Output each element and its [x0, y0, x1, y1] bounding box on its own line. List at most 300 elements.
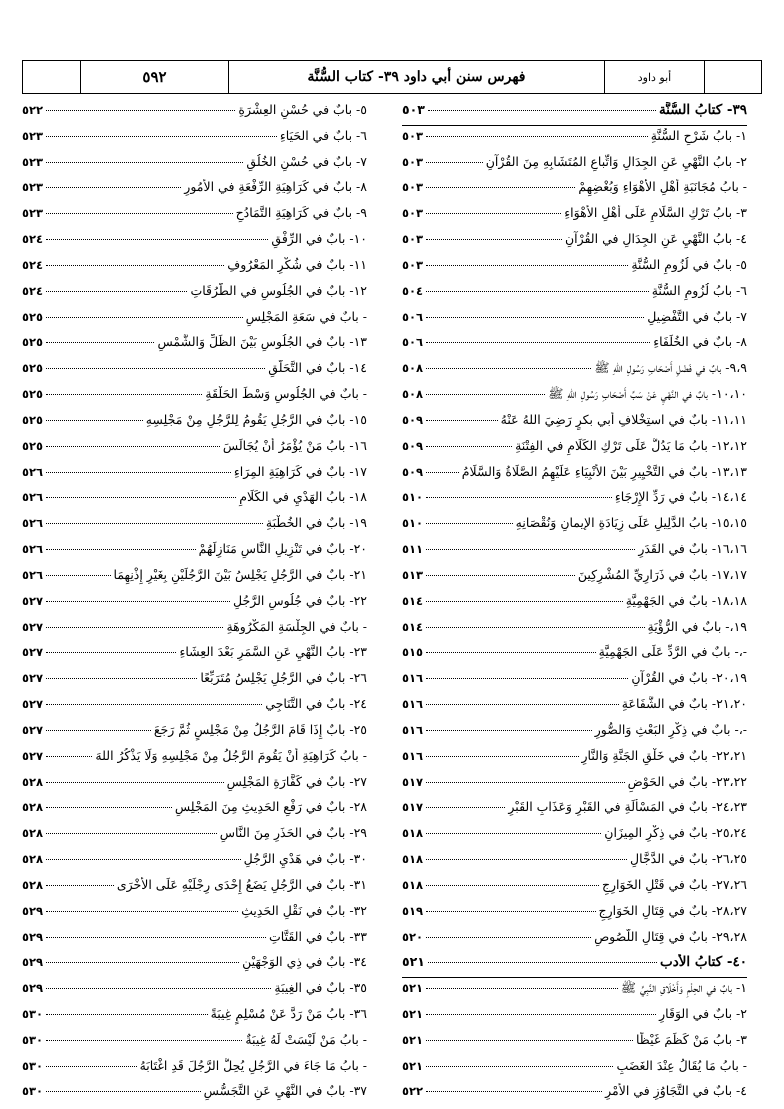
index-entry: [22, 205, 367, 231]
book-heading-label: ٤٠- كتابُ الأدب: [659, 954, 747, 971]
index-entry: [22, 515, 367, 541]
page-number: ٥٩٢: [81, 61, 229, 93]
entry-page-number: ٥٢١: [402, 1032, 424, 1047]
entry-page-number: ٥٠٣: [402, 154, 424, 169]
index-entry: [402, 464, 747, 490]
entry-label: ١٦- بابُ مَنْ يُؤْمَرُ أَنْ يُجَالَسَ: [222, 437, 367, 453]
index-entry: [22, 154, 367, 180]
index-entry: [402, 929, 747, 955]
entry-label: ٢٠- بابٌ في تَنْزِيلِ النَّاسِ مَنَازِلَهُمْ: [198, 541, 367, 557]
index-column-left: [22, 102, 367, 1109]
dot-leader: [46, 420, 143, 421]
dot-leader: [46, 317, 243, 318]
index-entry: [402, 179, 747, 205]
dot-leader: [46, 575, 110, 576]
dot-leader: [426, 239, 562, 240]
dot-leader: [426, 394, 545, 395]
dot-leader: [426, 317, 644, 318]
entry-label: ١٩- بابٌ في الخُطْبَةِ: [265, 515, 367, 531]
dot-leader: [46, 239, 268, 240]
entry-page-number: ٥٣٠: [22, 1006, 44, 1021]
dot-leader: [426, 549, 635, 550]
entry-label: ٢٧- بابٌ في كَفَّارَةِ المَجْلِسِ: [226, 773, 367, 789]
index-entry: [22, 593, 367, 619]
entry-page-number: ٥٢٦: [22, 542, 44, 557]
dot-leader: [426, 730, 592, 731]
dot-leader: [426, 575, 575, 576]
entry-page-number: ٥٢٥: [22, 438, 44, 453]
index-entry: [22, 1032, 367, 1058]
index-entry: [402, 1032, 747, 1058]
entry-label: ٢٣- بابُ النَّهْيِ عَنِ السَّمَرِ بَعْدَ العِشَاءِ: [179, 644, 367, 660]
dot-leader: [426, 1066, 613, 1067]
index-entry: [22, 670, 367, 696]
dot-leader: [426, 988, 618, 989]
entry-page-number: ٥٢٦: [22, 516, 44, 531]
index-entry: [22, 102, 367, 128]
dot-leader: [46, 523, 263, 524]
dot-leader: [46, 291, 187, 292]
entry-label: ٢٥- بابٌ إِذَا قَامَ الرَّجُلُ مِنْ مَجْلِسٍ ثُمَّ رَجَعَ: [153, 721, 367, 737]
index-entry: [22, 1006, 367, 1032]
entry-label: - بابٌ في سَعَةِ المَجْلِسِ: [245, 308, 367, 324]
entry-label: ٢١،٢٠- بابٌ في الشَّفَاعَةِ: [621, 696, 747, 712]
entry-page-number: ٥٢١: [402, 1006, 424, 1021]
entry-page-number: ٥٢٥: [22, 412, 44, 427]
entry-page-number: ٥٠٦: [402, 335, 424, 350]
dot-leader: [46, 911, 238, 912]
index-entry: [22, 851, 367, 877]
entry-label: ٢- بابٌ في الوَقَارِ: [659, 1005, 747, 1021]
dot-leader: [46, 1066, 137, 1067]
dot-leader: [426, 187, 575, 188]
entry-label: ١٠،١٠- بابٌ في النَّهْيِ عَنْ سَبِّ أَصْحَابِ رَسُولِ اللهِ ﷺ: [548, 386, 747, 402]
index-entry: [402, 774, 747, 800]
entry-label: ٣٦- بابُ مَنْ رَدَّ عَنْ مُسْلِمٍ غِيبَةً: [210, 1005, 367, 1021]
index-entry: [402, 438, 747, 464]
entry-page-number: ٥١٦: [402, 697, 424, 712]
running-title: فهرس سنن أبي داود ٣٩- كتاب السُّنَّة: [229, 61, 605, 93]
dot-leader: [426, 807, 505, 808]
book-heading-entry: [402, 102, 747, 128]
index-entry: [402, 644, 747, 670]
entry-page-number: ٥٠٣: [402, 102, 425, 117]
dot-leader: [46, 756, 92, 757]
dot-leader: [426, 859, 627, 860]
entry-page-number: ٥٢٢: [22, 103, 44, 117]
dot-leader: [428, 110, 656, 111]
entry-page-number: ٥٢٩: [22, 903, 44, 918]
dot-leader: [426, 523, 513, 524]
entry-page-number: ٥٠٦: [402, 309, 424, 324]
entry-label: - بابُ مُجَانَبَةِ أَهْلِ الأَهْوَاءِ وَبُغْضِهِمْ: [578, 179, 747, 195]
entry-label: ١٩،- بابٌ في الرُّؤْيَةِ: [647, 618, 747, 634]
entry-label: ١٨،١٨- بابٌ في الجَهْمِيَّةِ: [625, 592, 747, 608]
index-entry: [402, 515, 747, 541]
dot-leader: [46, 342, 154, 343]
index-entry: [22, 1058, 367, 1084]
dot-leader: [46, 601, 230, 602]
entry-label: ٩،٩- بابٌ في فَضْلِ أَصْحَابِ رَسُولِ اللهِ ﷺ: [594, 360, 747, 376]
dot-leader: [46, 110, 235, 111]
entry-page-number: ٥٢٥: [22, 387, 44, 402]
dot-leader: [46, 472, 231, 473]
dot-leader: [426, 678, 628, 679]
dot-leader: [46, 885, 114, 886]
entry-page-number: ٥٠٩: [402, 412, 424, 427]
index-entry: [402, 980, 747, 1006]
entry-label: ١٥- بابٌ في الرَّجُلِ يَقُومُ لِلرَّجُلِ مِنْ مَجْلِسِهِ: [145, 411, 367, 427]
dot-leader: [426, 1014, 656, 1015]
entry-page-number: ٥٢٧: [22, 593, 44, 608]
index-entry: [402, 670, 747, 696]
entry-label: - بابُ مَا يُقَالُ عِنْدَ الغَضَبِ: [616, 1057, 747, 1073]
page-header: [22, 60, 762, 94]
dot-leader: [46, 368, 265, 369]
entry-page-number: ٥١٥: [402, 645, 424, 660]
entry-label: ٢٨،٢٧- بابٌ في قِتَالِ الخَوَارِجِ: [598, 902, 747, 918]
entry-label: ١٦،١٦- بابٌ في القَدَرِ: [638, 541, 747, 557]
entry-label: ٦- بابُ لُزُومِ السُّنَّةِ: [651, 282, 747, 298]
entry-label: ١٤،١٤- بابٌ في رَدِّ الإِرْجَاءِ: [614, 489, 747, 505]
dot-leader: [426, 162, 483, 163]
entry-page-number: ٥١٦: [402, 722, 424, 737]
entry-label: - بابُ مَنْ لَيْسَتْ لَهُ غِيبَةٌ: [245, 1031, 367, 1047]
dot-leader: [46, 807, 172, 808]
entry-label: ١٨- بابُ الهَدْيِ في الكَلَامِ: [239, 489, 367, 505]
entry-label: ٢٤- بابٌ في التَّنَاجِي: [265, 696, 367, 712]
entry-page-number: ٥١٦: [402, 748, 424, 763]
entry-label: ١٥،١٥- بابُ الدَّلِيلِ عَلَى زِيَادَةِ الإيمانِ وَنُقْصَانِهِ: [515, 515, 747, 531]
entry-page-number: ٥٢٣: [22, 154, 44, 169]
entry-label: ٢٨- بابٌ في رَفْعِ الحَدِيثِ مِنَ المَجْلِسِ: [174, 799, 367, 815]
dot-leader: [426, 1040, 633, 1041]
entry-page-number: ٥٢٨: [22, 826, 44, 841]
dot-leader: [426, 782, 625, 783]
entry-label: ٢٥،٢٤- بابٌ في ذِكْرِ المِيزَانِ: [604, 825, 747, 841]
dot-leader: [46, 782, 224, 783]
entry-page-number: ٥١٨: [402, 877, 424, 892]
index-entry: [22, 489, 367, 515]
index-entry: [402, 309, 747, 335]
entry-label: ٢٦- بابٌ في الرَّجُلِ يَجْلِسُ مُتَرَبِّعًا: [200, 670, 367, 686]
entry-page-number: ٥٢٦: [22, 464, 44, 479]
entry-label: ١- بابٌ في الحِلْمِ وَأَخْلَاقِ النَّبِيِّ ﷺ: [620, 980, 747, 996]
entry-page-number: ٥٢٧: [22, 748, 44, 763]
index-entry: [22, 619, 367, 645]
author-name: أبو داود: [605, 61, 705, 93]
entry-page-number: ٥٣٠: [22, 1084, 44, 1099]
index-entry: [22, 360, 367, 386]
entry-page-number: ٥٢٥: [22, 309, 44, 324]
entry-page-number: ٥٢١: [402, 981, 424, 996]
index-entry: [22, 283, 367, 309]
entry-page-number: ٥١٤: [402, 619, 424, 634]
entry-page-number: ٥١٨: [402, 826, 424, 841]
index-entry: [402, 1083, 747, 1109]
index-entry: [22, 929, 367, 955]
dot-leader: [46, 1091, 201, 1092]
dot-leader: [46, 187, 181, 188]
entry-page-number: ٥٣٠: [22, 1058, 44, 1073]
dot-leader: [426, 497, 612, 498]
entry-label: ٣١- بابٌ في الرَّجُلِ يَضَعُ إِحْدَى رِجْلَيْهِ عَلَى الأُخْرَى: [116, 876, 367, 892]
entry-label: ٧- بابٌ في التَّفْضِيلِ: [647, 308, 747, 324]
entry-label: ٢- بابُ النَّهْيِ عَنِ الجِدَالِ وَاتِّباعِ المُتَشَابِهِ مِنَ القُرْآنِ: [485, 153, 747, 169]
entry-label: ١٣- بابٌ في الجُلُوسِ بَيْنَ الظِّلِّ وَالشَّمْسِ: [157, 334, 367, 350]
dot-leader: [46, 446, 220, 447]
entry-page-number: ٥٢٤: [22, 283, 44, 298]
entry-label: ٢٩- بابٌ في الحَذَرِ مِنَ النَّاسِ: [219, 825, 367, 841]
entry-label: ٣٧- بابٌ في النَّهْيِ عَنِ التَّجَسُّسِ: [203, 1083, 367, 1099]
book-heading-label: ٣٩- كتابُ السُّنَّة: [658, 102, 747, 118]
index-entry: [402, 412, 747, 438]
entry-page-number: ٥٢٣: [22, 128, 44, 143]
entry-label: ٣٠- بابٌ في هَدْيِ الرَّجُلِ: [243, 851, 367, 867]
entry-label: - بابُ مَا جَاءَ في الرَّجُلِ يُحِلُّ الرَّجُلَ قَدِ اغْتَابَهُ: [139, 1057, 367, 1073]
index-entry: [22, 825, 367, 851]
index-column-right: [402, 102, 747, 1109]
dot-leader: [426, 265, 628, 266]
entry-label: ٥- بابٌ في لُزُومِ السُّنَّةِ: [631, 256, 747, 272]
header-empty-cell-left: [23, 61, 81, 93]
index-entry: [402, 541, 747, 567]
entry-label: ٢٢،٢١- بابٌ في خَلْقِ الجَنَّةِ وَالنَّارِ: [581, 747, 747, 763]
dot-leader: [426, 937, 591, 938]
index-entry: [402, 903, 747, 929]
entry-page-number: ٥١١: [402, 542, 424, 557]
dot-leader: [46, 265, 224, 266]
dot-leader: [426, 833, 601, 834]
entry-page-number: ٥٢٧: [22, 722, 44, 737]
entry-label: ٨- بابٌ في الخُلَفَاءِ: [653, 334, 747, 350]
index-entry: [22, 722, 367, 748]
dot-leader: [426, 911, 595, 912]
entry-page-number: ٥٢٦: [22, 490, 44, 505]
entry-label: ١١،١١- بابٌ في استِخْلافِ أبي بكرٍ رَضِيَ اللهُ عَنْهُ: [500, 411, 747, 427]
dot-leader: [426, 652, 596, 653]
entry-label: ٣٥- بابٌ في الغِيبَةِ: [274, 980, 367, 996]
entry-page-number: ٥٠٨: [402, 387, 424, 402]
entry-page-number: ٥٢٥: [22, 361, 44, 376]
entry-page-number: ٥١٠: [402, 516, 424, 531]
entry-page-number: ٥٠٣: [402, 180, 424, 195]
index-entry: [22, 438, 367, 464]
dot-leader: [426, 704, 619, 705]
entry-page-number: ٥٢٩: [22, 955, 44, 970]
index-entry: [22, 179, 367, 205]
entry-page-number: ٥٢٣: [22, 206, 44, 221]
entry-page-number: ٥٠٣: [402, 232, 424, 247]
entry-page-number: ٥١٣: [402, 567, 424, 582]
dot-leader: [428, 962, 657, 963]
index-entry: [402, 619, 747, 645]
entry-label: ٢٢- بابٌ في جُلُوسِ الرَّجُلِ: [233, 592, 367, 608]
entry-page-number: ٥٢٤: [22, 232, 44, 247]
entry-label: ٥- بابٌ في حُسْنِ العِشْرَةِ: [238, 102, 367, 117]
index-entry: [22, 980, 367, 1006]
index-entry: [402, 877, 747, 903]
entry-page-number: ٥٠٣: [402, 257, 424, 272]
entry-page-number: ٥٢٥: [22, 335, 44, 350]
entry-page-number: ٥٠٤: [402, 283, 424, 298]
index-entry: [22, 567, 367, 593]
entry-page-number: ٥٢٨: [22, 774, 44, 789]
index-entry: [402, 851, 747, 877]
entry-label: ١٠- بابٌ في الرِّفْقِ: [271, 231, 367, 247]
entry-label: ٧- بابٌ في حُسْنِ الخُلُقِ: [246, 153, 367, 169]
dot-leader: [46, 627, 223, 628]
entry-label: ٩- بابٌ في كَرَاهِيَةِ التَّمَادُحِ: [235, 205, 367, 221]
entry-label: ٢٦،٢٥- بابٌ في الدَّجَّالِ: [630, 851, 747, 867]
index-entry: [402, 205, 747, 231]
entry-label: ١٣،١٣- بابٌ في التَّخْيِيرِ بَيْنَ الأَنْبِيَاءِ عَلَيْهِمُ الصَّلَاةُ وَالسَّلَامُ: [461, 463, 747, 479]
index-entry: [402, 334, 747, 360]
dot-leader: [46, 1040, 242, 1041]
entry-label: ٣- بابُ مَنْ كَظَمَ غَيْظًا: [636, 1031, 747, 1047]
index-entry: [402, 257, 747, 283]
dot-leader: [46, 678, 197, 679]
entry-label: ٢٩،٢٨- بابٌ في قِتَالِ اللُّصُوصِ: [594, 928, 747, 944]
index-entry: [22, 334, 367, 360]
entry-page-number: ٥٠٩: [402, 438, 424, 453]
index-entry: [22, 774, 367, 800]
index-entry: [22, 309, 367, 335]
entry-page-number: ٥٣٠: [22, 1032, 44, 1047]
dot-leader: [426, 213, 561, 214]
entry-label: - بابٌ في الجُلُوسِ وَسْطَ الحَلْقَةِ: [205, 386, 367, 402]
index-entry: [402, 722, 747, 748]
entry-label: -،- بابٌ في الرَّدِّ عَلَى الجَهْمِيَّةِ: [598, 644, 747, 660]
entry-label: ٢٣،٢٢- بابٌ في الحَوْضِ: [627, 773, 747, 789]
index-entry: [22, 231, 367, 257]
dot-leader: [46, 730, 151, 731]
entry-label: -،- بابٌ في ذِكْرِ البَعْثِ وَالصُّورِ: [594, 721, 747, 737]
entry-label: ١٧- بابٌ في كَرَاهِيَةِ المِرَاءِ: [233, 463, 367, 479]
dot-leader: [46, 1014, 208, 1015]
index-entry: [402, 1006, 747, 1032]
index-entry: [22, 799, 367, 825]
dot-leader: [426, 601, 623, 602]
entry-label: ٢٤،٢٣- بابٌ في المَسْأَلَةِ في القَبْرِ وَعَذَابِ القَبْرِ: [508, 799, 747, 815]
entry-label: ٢١- بابٌ في الرَّجُلِ يَجْلِسُ بَيْنَ الرَّجُلَيْنِ بِغَيْرِ إِذْنِهِمَا: [113, 566, 367, 582]
dot-leader: [426, 756, 578, 757]
entry-label: ٤- بابٌ في التَّجَاوُزِ في الأَمْرِ: [605, 1083, 747, 1099]
dot-leader: [46, 136, 277, 137]
entry-page-number: ٥١٠: [402, 490, 424, 505]
entry-page-number: ٥٢٧: [22, 671, 44, 686]
entry-label: ٣٤- بابٌ في ذِي الوَجْهَيْنِ: [242, 954, 367, 970]
entry-label: ٣٣- بابٌ في القَتَّاتِ: [269, 928, 367, 944]
dot-leader: [46, 859, 241, 860]
index-entry: [22, 696, 367, 722]
entry-label: ٢٠،١٩- بابٌ في القُرْآنِ: [631, 670, 747, 686]
index-entry: [402, 283, 747, 309]
dot-leader: [426, 885, 599, 886]
book-heading-entry: [402, 954, 747, 980]
index-entry: [22, 877, 367, 903]
entry-label: ١٢،١٢- بابُ مَا يَدُلُّ عَلَى تَرْكِ الكَلَامِ في الفِتْنَةِ: [515, 437, 747, 453]
entry-label: ٦- بابٌ في الحَيَاءِ: [279, 127, 367, 143]
dot-leader: [46, 937, 266, 938]
entry-page-number: ٥٢٤: [22, 257, 44, 272]
dot-leader: [46, 988, 271, 989]
header-empty-cell-right: [705, 61, 761, 93]
index-entry: [22, 257, 367, 283]
index-entry: [22, 748, 367, 774]
entry-page-number: ٥٢٩: [22, 981, 44, 996]
dot-leader: [426, 136, 648, 137]
dot-leader: [46, 394, 202, 395]
entry-page-number: ٥٢٧: [22, 697, 44, 712]
index-entry: [22, 386, 367, 412]
entry-label: ٤- بابُ النَّهْيِ عَنِ الجِدَالِ في القُرْآنِ: [564, 231, 747, 247]
entry-label: ١١- بابٌ في شُكْرِ المَعْرُوفِ: [227, 256, 367, 272]
entry-label: ١٤- بابٌ في التَّحَلُّقِ: [268, 360, 367, 376]
entry-page-number: ٥٠٣: [402, 128, 424, 143]
dot-leader: [46, 652, 176, 653]
index-entry: [22, 464, 367, 490]
entry-label: ٨- بابٌ في كَرَاهِيَةِ الرِّفْعَةِ في الأُمُورِ: [184, 179, 367, 195]
entry-page-number: ٥٢٢: [402, 1084, 424, 1099]
entry-page-number: ٥٢٧: [22, 619, 44, 634]
index-entry: [402, 748, 747, 774]
index-entry: [402, 567, 747, 593]
entry-page-number: ٥٢٦: [22, 567, 44, 582]
entry-label: ٣- بابُ تَرْكِ السَّلَامِ عَلَى أَهْلِ الأَهْوَاءِ: [564, 205, 747, 221]
dot-leader: [426, 420, 498, 421]
dot-leader: [426, 627, 644, 628]
entry-page-number: ٥٢٨: [22, 800, 44, 815]
entry-label: ١٢- بابٌ في الجُلُوسِ في الطُّرُقَاتِ: [190, 282, 367, 298]
index-entry: [22, 903, 367, 929]
entry-page-number: ٥٢١: [402, 954, 425, 970]
entry-page-number: ٥١٦: [402, 671, 424, 686]
dot-leader: [426, 291, 649, 292]
index-entry: [22, 128, 367, 154]
entry-page-number: ٥٢٨: [22, 877, 44, 892]
index-entry: [22, 541, 367, 567]
index-entry: [402, 231, 747, 257]
entry-page-number: ٥٢٩: [22, 929, 44, 944]
index-entry: [402, 593, 747, 619]
dot-leader: [46, 833, 217, 834]
dot-leader: [426, 1091, 602, 1092]
index-entry: [22, 954, 367, 980]
entry-page-number: ٥٢٣: [22, 180, 44, 195]
index-entry: [22, 412, 367, 438]
entry-label: - بابٌ في الجِلْسَةِ المَكْرُوهَةِ: [226, 618, 367, 634]
entry-label: ٣٢- بابٌ في نَقْلِ الحَدِيثِ: [241, 902, 367, 918]
entry-label: ٢٧،٢٦- بابٌ في قَتْلِ الخَوَارِجِ: [601, 876, 747, 892]
index-entry: [402, 825, 747, 851]
entry-page-number: ٥٠٣: [402, 206, 424, 221]
index-entry: [402, 154, 747, 180]
dot-leader: [426, 472, 459, 473]
dot-leader: [46, 213, 233, 214]
index-entry: [402, 360, 747, 386]
entry-label: - بابُ كَرَاهِيَةِ أَنْ يَقُومَ الرَّجُلُ مِنْ مَجْلِسِهِ وَلَا يَذْكُرُ اللهَ: [95, 747, 367, 763]
index-entry: [402, 386, 747, 412]
index-entry: [402, 489, 747, 515]
index-entry: [22, 1083, 367, 1109]
entry-page-number: ٥١٩: [402, 903, 424, 918]
entry-page-number: ٥١٤: [402, 593, 424, 608]
index-entry: [402, 799, 747, 825]
index-entry: [402, 696, 747, 722]
dot-leader: [46, 549, 196, 550]
entry-page-number: ٥١٨: [402, 852, 424, 867]
